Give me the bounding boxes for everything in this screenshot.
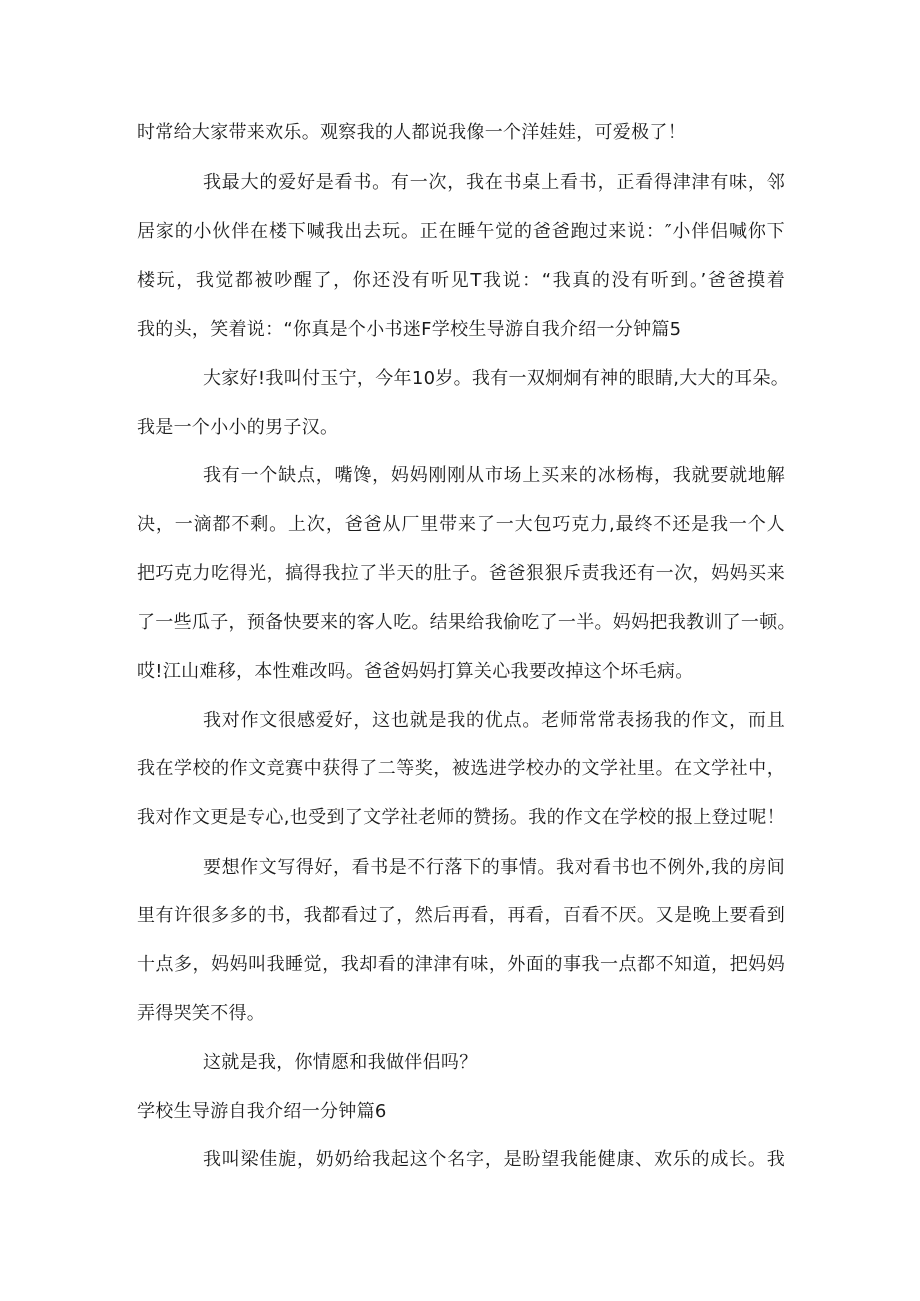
section-heading: 学校生导游自我介绍一分钟篇6 <box>137 1101 387 1122</box>
text-line: 楼玩，我觉都被吵醒了，你还没有听见T我说：“我真的没有听到。’爸爸摸着 <box>137 270 785 291</box>
text-line: 要想作文写得好，看书是不行落下的事情。我对看书也不例外,我的房间 <box>203 857 785 878</box>
text-line: 十点多，妈妈叫我睡觉，我却看的津津有味，外面的事我一点都不知道，把妈妈 <box>137 954 785 975</box>
text-line: 我的头，笑着说：“你真是个小书迷F学校生导游自我介绍一分钟篇5 <box>137 319 682 340</box>
text-line: 决，一滴都不剩。上次，爸爸从厂里带来了一大包巧克力,最终不还是我一个人 <box>137 514 785 535</box>
text-line: 我最大的爱好是看书。有一次，我在书桌上看书，正看得津津有味，邻 <box>203 172 785 193</box>
text-line: 我在学校的作文竞赛中获得了二等奖，被选进学校办的文学社里。在文学社中， <box>137 758 785 779</box>
text-line: 把巧克力吃得光，搞得我拉了半天的肚子。爸爸狠狠斥责我还有一次，妈妈买来 <box>137 563 785 584</box>
text-line: 哎!江山难移，本性难改吗。爸爸妈妈打算关心我要改掉这个坏毛病。 <box>137 661 694 682</box>
text-line: 弄得哭笑不得。 <box>137 1003 266 1024</box>
text-line: 我对作文很感爱好，这也就是我的优点。老师常常表扬我的作文，而且 <box>203 710 785 731</box>
text-line: 我有一个缺点，嘴馋，妈妈刚刚从市场上买来的冰杨梅，我就要就地解 <box>203 465 785 486</box>
text-line: 时常给大家带来欢乐。观察我的人都说我像一个洋娃娃，可爱极了！ <box>137 122 686 143</box>
text-line: 这就是我，你情愿和我做伴侣吗？ <box>203 1052 478 1073</box>
text-line: 里有许很多多的书，我都看过了，然后再看，再看，百看不厌。又是晚上要看到 <box>137 905 785 926</box>
text-line: 居家的小伙伴在楼下喊我出去玩。正在睡午觉的爸爸跑过来说：″小伴侣喊你下 <box>137 221 785 242</box>
text-line: 我是一个小小的男子汉。 <box>137 417 339 438</box>
text-line: 我对作文更是专心,也受到了文学社老师的赞扬。我的作文在学校的报上登过呢！ <box>137 807 785 828</box>
text-line: 大家好!我叫付玉宁，今年10岁。我有一双炯炯有神的眼睛,大大的耳朵。 <box>203 368 790 389</box>
text-line: 了一些瓜子，预备快要来的客人吃。结果给我偷吃了一半。妈妈把我教训了一顿。 <box>137 612 796 633</box>
text-line: 我叫梁佳旎，奶奶给我起这个名字，是盼望我能健康、欢乐的成长。我 <box>203 1149 785 1170</box>
